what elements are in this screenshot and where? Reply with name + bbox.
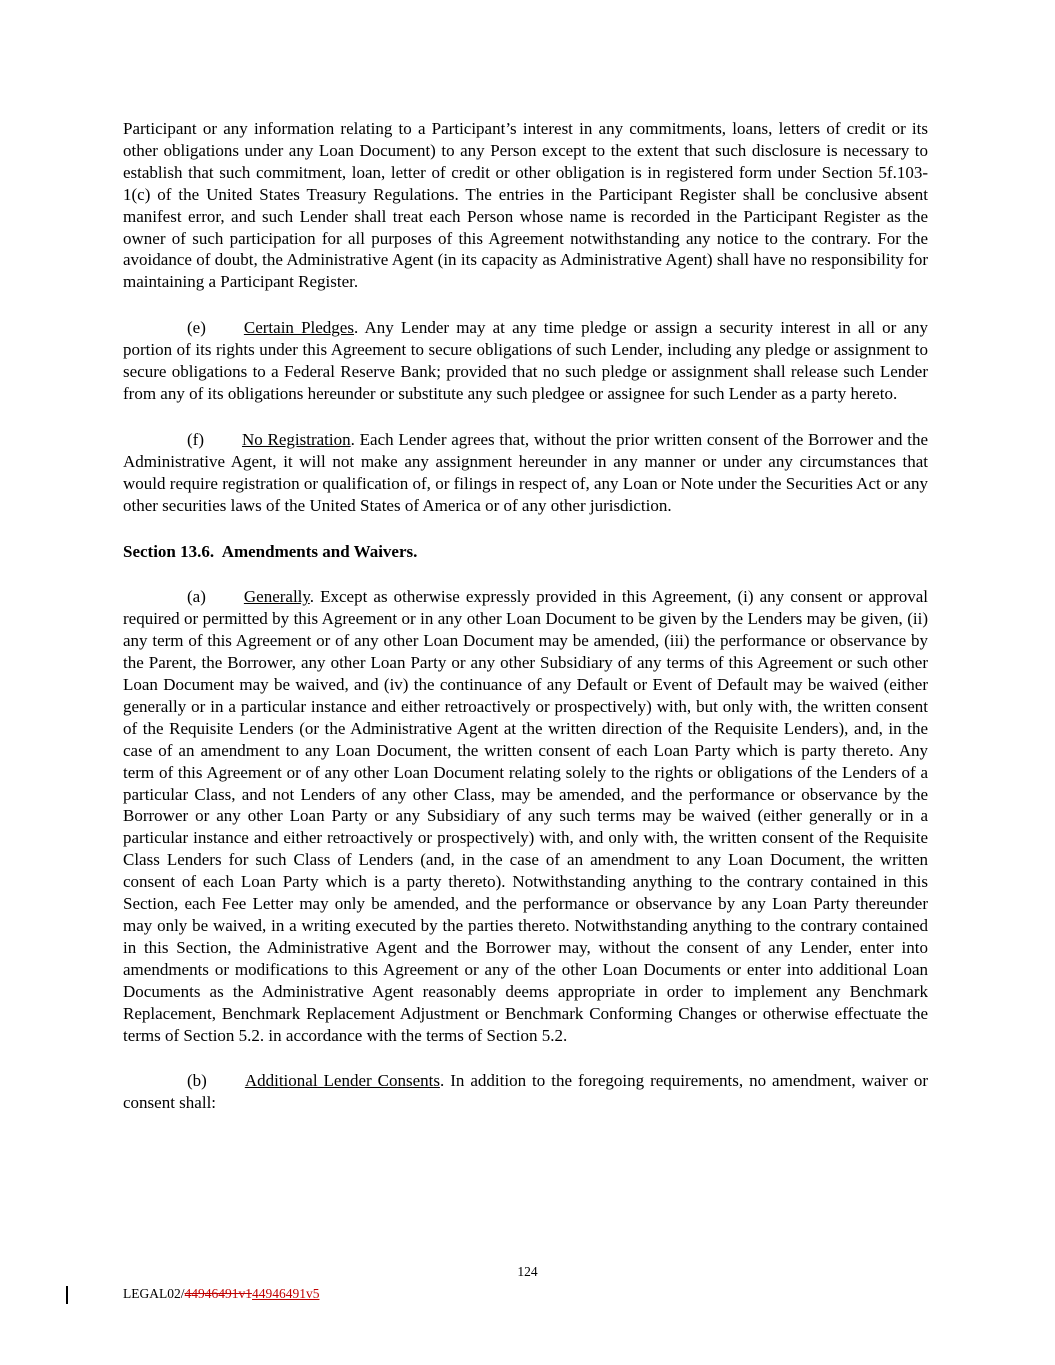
clause-e-text: . Any Lender may at any time pledge or assign a security interest in all or any portion of its rights under this Agreement to secure obligations of such Lender, including any pledge or assignment to secure obligations to a Federal Reserve Bank; provided that no such pledge or assignment shall release such Lender from any of its obligations hereunder or substitute any such pledgee or assignee for such Lender as a party hereto.	[123, 318, 928, 403]
page-number: 124	[517, 1264, 538, 1279]
clause-a-text: . Except as otherwise expressly provided in this Agreement, (i) any consent or approval required or permitted by this Agreement or in any other Loan Document to be given by the Lenders may be given, (ii) any term of this Agreement or of any other Loan Document may be amended, (iii) the performance or observance by the Parent, the Borrower, any other Loan Party or any other Subsidiary of any terms of this Agreement or such other Loan Document may be waived, and (iv) the continuance of any Default or Event of Default may be waived (either generally or in a particular instance and either retroactively or prospectively) with, but only with, the written consent of the Requisite Lenders (or the Administrative Agent at the written direction of the Requisite Lenders), and, in the case of an amendment to any Loan Document, the written consent of each Loan Party which is party thereto. Any term of this Agreement or of any other Loan Document relating solely to the rights or obligations of the Lenders of a particular Class, and not Lenders of any other Class, may be amended, and the performance or observance by the Borrower or any other Loan Party or any Subsidiary of any such terms may be waived (either generally or in a particular instance and either retroactively or prospectively) with, and only with, the written consent of the Requisite Class Lenders for such Class of Lenders (and, in the case of an amendment to any Loan Document, the written consent of each Loan Party which is a party thereto). Notwithstanding anything to the contrary contained in this Section, each Fee Letter may only be amended, and the performance or observance by any Loan Party thereunder may only be waived, in a writing executed by the parties thereto. Notwithstanding anything to the contrary contained in this Section, the Administrative Agent and the Borrower may, without the consent of any Lender, enter into amendments or modifications to this Agreement or any of the other Loan Documents or enter into additional Loan Documents as the Administrative Agent reasonably deems appropriate in order to implement any Benchmark Replacement, Benchmark Replacement Adjustment or Benchmark Conforming Changes or otherwise effectuate the terms of Section 5.2. in accordance with the terms of Section 5.2.	[123, 587, 928, 1045]
clause-a-label: (a)	[187, 587, 206, 607]
clause-b-label: (b)	[187, 1071, 207, 1091]
clause-f-text: . Each Lender agrees that, without the prior written consent of the Borrower and the Administrative Agent, it will not make any assignment hereunder in any manner or under any circumstances that would require registration or qualification of, or filings in respect of, any Loan or Note under the Securities Act or any other securities laws of the United States of America or of any other jurisdiction.	[123, 429, 928, 515]
doc-id-prefix: LEGAL02/	[123, 1286, 185, 1301]
clause-b-heading: Additional Lender Consents	[244, 1071, 440, 1091]
section-13-6-heading: Section 13.6. Amendments and Waivers.	[123, 541, 418, 561]
clause-f-label: (f)	[187, 429, 204, 449]
clause-a-generally	[123, 586, 928, 1046]
clause-e-certain-pledges	[123, 317, 928, 405]
clause-f-no-registration	[123, 429, 928, 517]
clause-e-heading: Certain Pledges	[243, 318, 354, 338]
clause-b-additional-lender-consents	[123, 1070, 928, 1114]
clause-e-label: (e)	[187, 318, 206, 338]
doc-id-inserted-version: 44946491v5	[252, 1286, 320, 1301]
clause-a-heading: Generally	[243, 587, 310, 607]
change-bar	[66, 1286, 68, 1304]
document-body	[123, 118, 928, 1138]
clause-b-text: . In addition to the foregoing requirements, no amendment, waiver or consent shall:	[123, 1071, 928, 1113]
document-id-footer	[123, 1285, 320, 1302]
doc-id-deleted-version: 44946491v1	[184, 1286, 252, 1301]
clause-f-heading: No Registration	[241, 429, 351, 449]
paragraph-participant-register: Participant or any information relating to a Participant’s interest in any commitments, loans, letters of credit or its other obligations under any Loan Document) to any Person except to the extent that such disclosure is necessary to establish that such commitment, loan, letter of credit or other obligation is in registered form under Section 5f.103-1(c) of the United States Treasury Regulations. The entries in the Participant Register shall be conclusive absent manifest error, and such Lender shall treat each Person whose name is recorded in the Participant Register as the owner of such participation for all purposes of this Agreement notwithstanding any notice to the contrary. For the avoidance of doubt, the Administrative Agent (in its capacity as Administrative Agent) shall have no responsibility for maintaining a Participant Register.	[123, 119, 928, 292]
